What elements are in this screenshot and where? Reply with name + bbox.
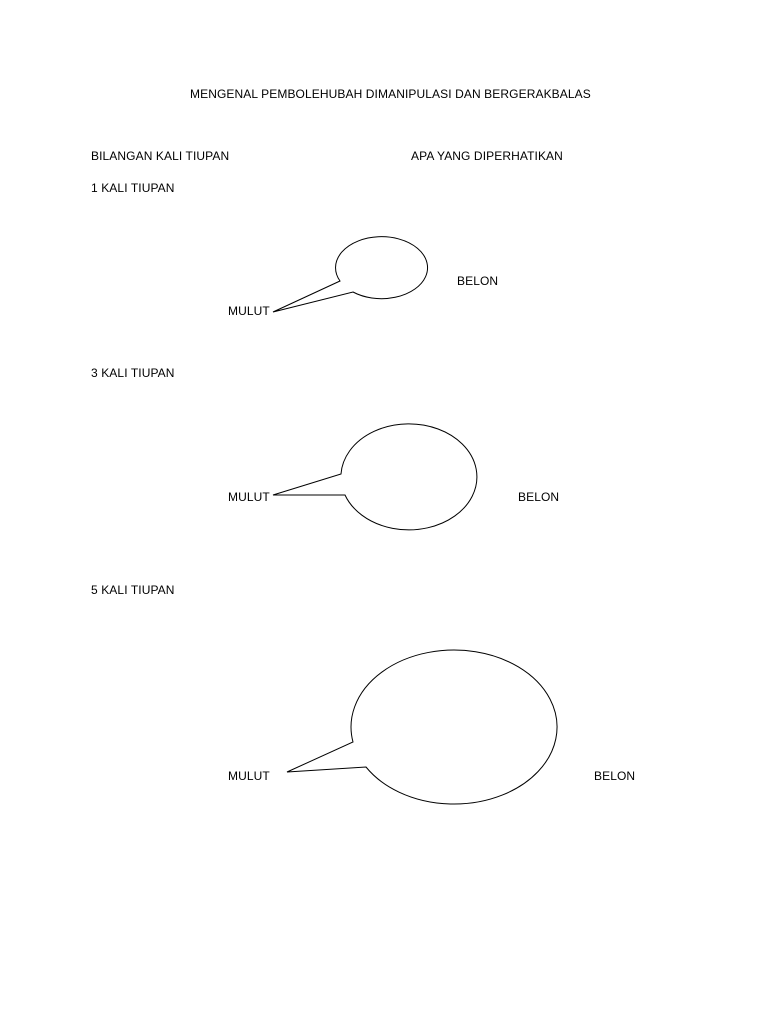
section-3-mouth-label: MULUT (228, 769, 270, 783)
section-3-balloon-label: BELON (594, 769, 636, 783)
balloon-2-outline (273, 424, 477, 530)
section-2-mouth-label: MULUT (228, 490, 270, 504)
section-2-balloon-label: BELON (518, 490, 560, 504)
section-3-label: 5 KALI TIUPAN (91, 583, 175, 597)
column-header-observation: APA YANG DIPERHATIKAN (411, 149, 563, 163)
section-2-label: 3 KALI TIUPAN (91, 366, 175, 380)
section-1-mouth-label: MULUT (228, 304, 270, 318)
balloon-3-outline (287, 650, 557, 804)
column-header-blow-count: BILANGAN KALI TIUPAN (91, 149, 230, 163)
balloon-1-outline (273, 237, 428, 312)
page-title: MENGENAL PEMBOLEHUBAH DIMANIPULASI DAN BERGERAKBALAS (190, 87, 591, 101)
section-1-label: 1 KALI TIUPAN (91, 181, 175, 195)
section-1-balloon-label: BELON (457, 274, 499, 288)
